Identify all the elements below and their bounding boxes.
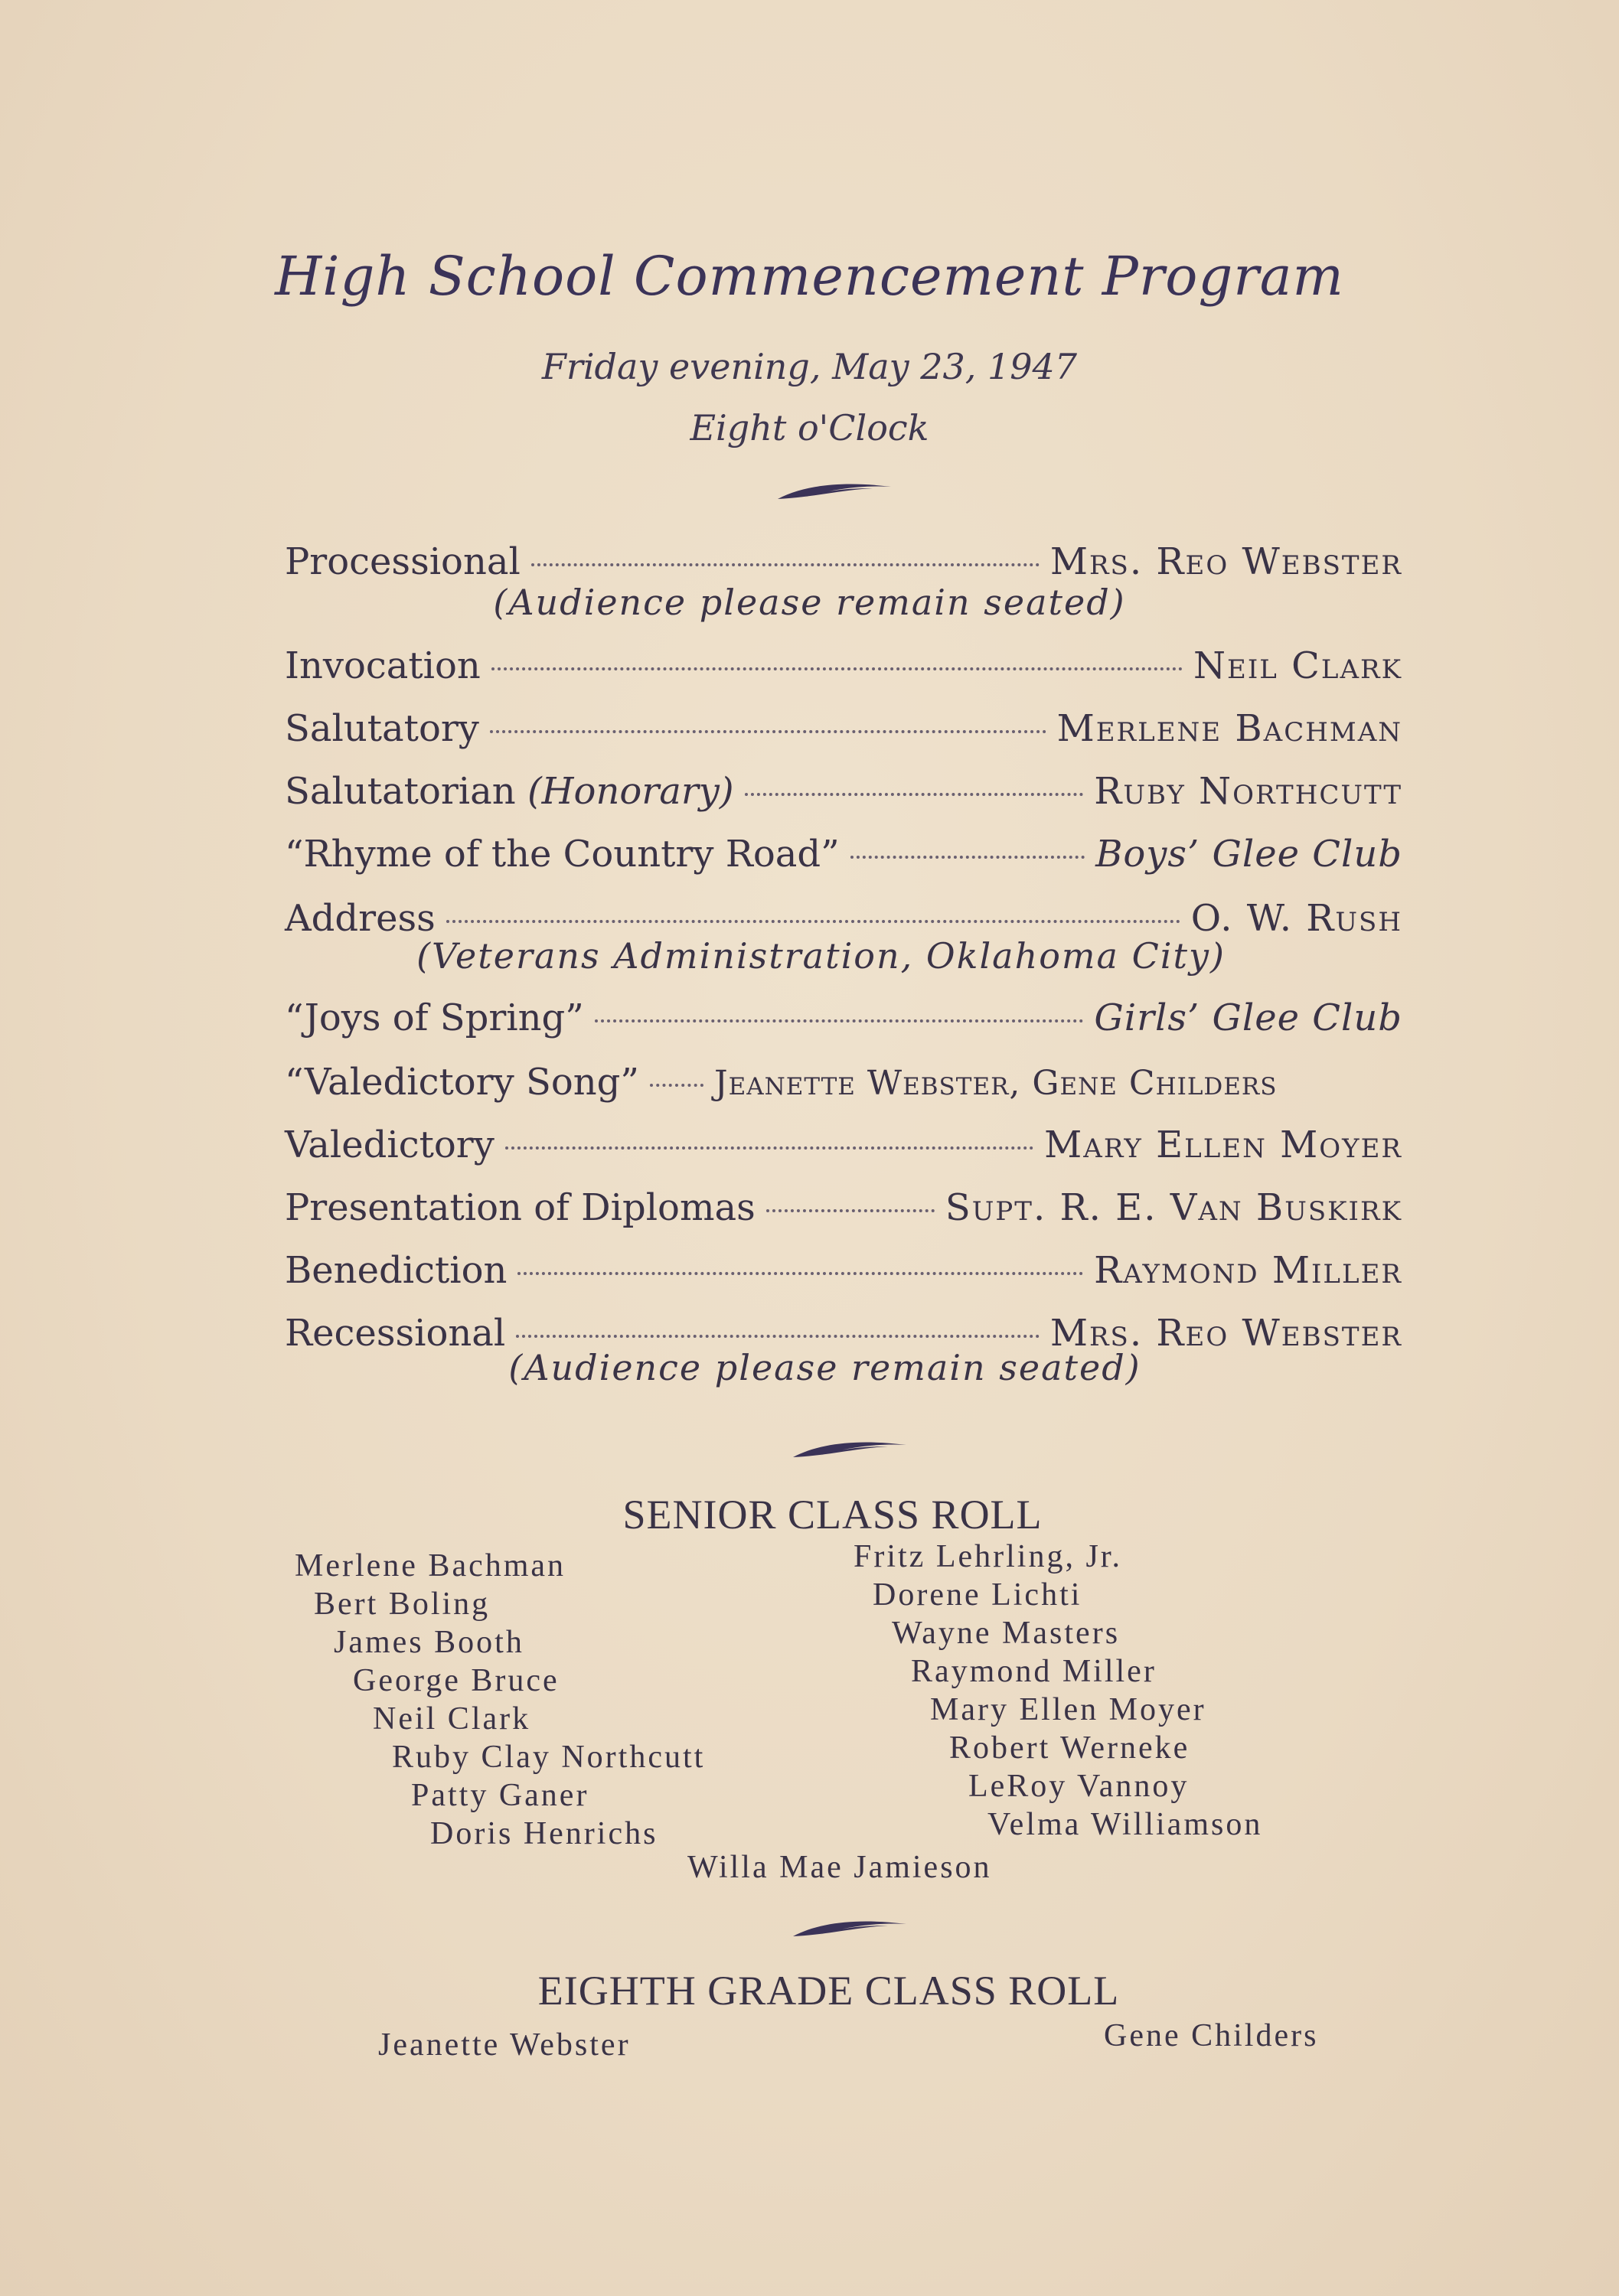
leader-dots	[766, 1209, 935, 1212]
program-row-processional: Processional Mrs. Reo Webster	[285, 540, 1402, 583]
leader-dots	[595, 1019, 1084, 1022]
program-row-valedictory-song: “Valedictory Song” Jeanette Webster, Gene Childers	[285, 1061, 1278, 1104]
program-row-salutatorian: Salutatorian (Honorary) Ruby Northcutt	[285, 770, 1402, 813]
program-row-valedictory: Valedictory Mary Ellen Moyer	[285, 1124, 1402, 1166]
leader-dots	[446, 920, 1180, 923]
senior-name: Velma Williamson	[987, 1807, 1263, 1842]
program-row-address: Address O. W. Rush	[285, 897, 1402, 940]
senior-name: Doris Henrichs	[430, 1816, 658, 1851]
leader-dots	[516, 1335, 1040, 1338]
senior-name: Willa Mae Jamieson	[687, 1850, 992, 1885]
senior-name: Bert Boling	[314, 1587, 491, 1622]
eighth-grade-name: Gene Childers	[1104, 2018, 1319, 2053]
quill-ornament-icon	[788, 1912, 911, 1942]
eighth-grade-heading: EIGHTH GRADE CLASS ROLL	[537, 1968, 1120, 2014]
senior-name: Fritz Lehrling, Jr.	[854, 1539, 1122, 1574]
senior-name: Merlene Bachman	[295, 1548, 566, 1583]
program-note: (Veterans Administration, Oklahoma City)	[416, 935, 1226, 977]
senior-class-heading: SENIOR CLASS ROLL	[622, 1492, 1043, 1538]
senior-name: Wayne Masters	[892, 1616, 1121, 1651]
senior-name: Ruby Clay Northcutt	[392, 1740, 706, 1775]
quill-ornament-icon	[788, 1433, 911, 1463]
eighth-grade-name: Jeanette Webster	[378, 2027, 631, 2063]
program-row-salutatory: Salutatory Merlene Bachman	[285, 707, 1402, 750]
quill-ornament-icon	[773, 475, 896, 505]
program-row-diplomas: Presentation of Diplomas Supt. R. E. Van Buskirk	[285, 1186, 1402, 1229]
leader-dots	[490, 730, 1046, 733]
senior-name: Dorene Lichti	[873, 1577, 1082, 1613]
leader-dots	[517, 1272, 1083, 1275]
senior-name: Patty Ganer	[411, 1778, 589, 1813]
senior-name: James Booth	[334, 1625, 524, 1660]
program-row-joys-of-spring: “Joys of Spring” Girls’ Glee Club	[285, 996, 1402, 1039]
program-note: (Audience please remain seated)	[493, 582, 1126, 623]
leader-dots	[531, 563, 1040, 566]
leader-dots	[850, 856, 1085, 859]
program-row-benediction: Benediction Raymond Miller	[285, 1249, 1402, 1292]
leader-dots	[745, 793, 1084, 796]
senior-name: Neil Clark	[373, 1701, 531, 1737]
program-row-recessional: Recessional Mrs. Reo Webster	[285, 1312, 1402, 1355]
program-row-invocation: Invocation Neil Clark	[285, 644, 1402, 687]
program-time: Eight o'Clock	[690, 407, 929, 448]
senior-name: Mary Ellen Moyer	[930, 1692, 1206, 1727]
leader-dots	[505, 1146, 1033, 1150]
senior-name: Raymond Miller	[911, 1654, 1157, 1689]
senior-name: LeRoy Vannoy	[968, 1769, 1190, 1804]
leader-dots	[491, 667, 1183, 670]
senior-name: George Bruce	[353, 1663, 560, 1698]
senior-name: Robert Werneke	[949, 1730, 1190, 1766]
program-date: Friday evening, May 23, 1947	[541, 346, 1078, 387]
leader-dots	[650, 1084, 703, 1087]
program-title: High School Commencement Program	[275, 245, 1344, 308]
program-note: (Audience please remain seated)	[508, 1347, 1141, 1388]
program-row-rhyme: “Rhyme of the Country Road” Boys’ Glee Club	[285, 833, 1402, 876]
